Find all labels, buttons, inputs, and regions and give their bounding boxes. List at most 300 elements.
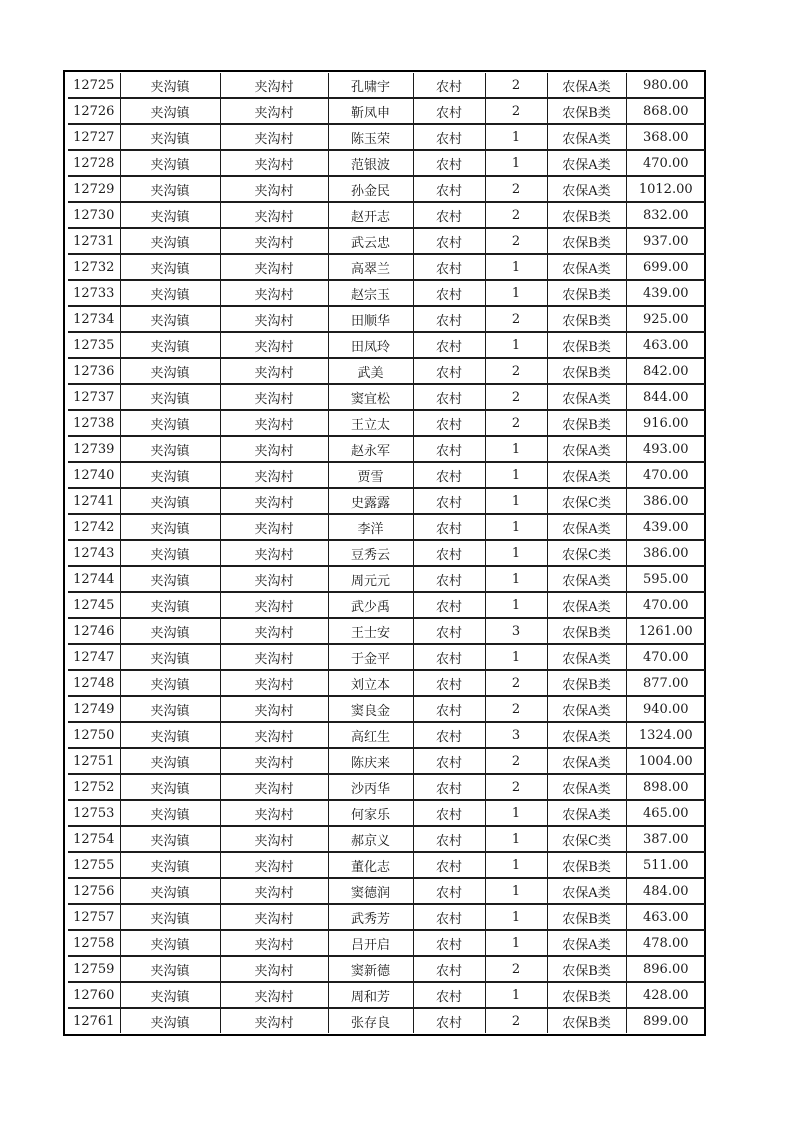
insurance-category: 农保B类 <box>547 98 626 124</box>
table-row <box>68 592 705 618</box>
insurance-category: 农保A类 <box>547 878 626 904</box>
person-name: 王士安 <box>328 618 413 644</box>
town-name: 夹沟镇 <box>120 98 220 124</box>
person-name: 高红生 <box>328 722 413 748</box>
record-id: 12729 <box>68 176 120 202</box>
table-row <box>68 956 705 982</box>
record-id: 12751 <box>68 748 120 774</box>
village-name: 夹沟村 <box>220 124 328 150</box>
table-row <box>68 826 705 852</box>
person-name: 郝京义 <box>328 826 413 852</box>
insurance-category: 农保B类 <box>547 228 626 254</box>
town-name: 夹沟镇 <box>120 592 220 618</box>
record-id: 12730 <box>68 202 120 228</box>
town-name: 夹沟镇 <box>120 1008 220 1033</box>
insurance-category: 农保A类 <box>547 514 626 540</box>
town-name: 夹沟镇 <box>120 644 220 670</box>
table-row <box>68 878 705 904</box>
person-count: 2 <box>485 696 547 722</box>
person-count: 3 <box>485 618 547 644</box>
town-name: 夹沟镇 <box>120 150 220 176</box>
beneficiary-table <box>68 73 705 1033</box>
payment-amount: 470.00 <box>626 592 705 618</box>
village-name: 夹沟村 <box>220 618 328 644</box>
payment-amount: 465.00 <box>626 800 705 826</box>
person-name: 武云忠 <box>328 228 413 254</box>
table-row <box>68 280 705 306</box>
table-row <box>68 696 705 722</box>
person-name: 范银波 <box>328 150 413 176</box>
insurance-category: 农保B类 <box>547 332 626 358</box>
person-count: 2 <box>485 358 547 384</box>
person-count: 1 <box>485 904 547 930</box>
person-count: 2 <box>485 98 547 124</box>
insurance-category: 农保C类 <box>547 540 626 566</box>
town-name: 夹沟镇 <box>120 618 220 644</box>
town-name: 夹沟镇 <box>120 722 220 748</box>
insurance-category: 农保B类 <box>547 670 626 696</box>
payment-amount: 980.00 <box>626 73 705 98</box>
payment-amount: 1004.00 <box>626 748 705 774</box>
insurance-category: 农保B类 <box>547 280 626 306</box>
person-name: 刘立本 <box>328 670 413 696</box>
person-name: 赵永军 <box>328 436 413 462</box>
person-count: 1 <box>485 436 547 462</box>
insurance-category: 农保A类 <box>547 436 626 462</box>
table-row <box>68 202 705 228</box>
residence-type: 农村 <box>413 150 485 176</box>
residence-type: 农村 <box>413 826 485 852</box>
town-name: 夹沟镇 <box>120 254 220 280</box>
insurance-category: 农保B类 <box>547 306 626 332</box>
person-name: 李洋 <box>328 514 413 540</box>
record-id: 12736 <box>68 358 120 384</box>
payment-amount: 463.00 <box>626 904 705 930</box>
insurance-category: 农保C类 <box>547 488 626 514</box>
table-row <box>68 748 705 774</box>
village-name: 夹沟村 <box>220 982 328 1008</box>
village-name: 夹沟村 <box>220 98 328 124</box>
table-row <box>68 904 705 930</box>
person-count: 1 <box>485 462 547 488</box>
record-id: 12727 <box>68 124 120 150</box>
village-name: 夹沟村 <box>220 540 328 566</box>
village-name: 夹沟村 <box>220 904 328 930</box>
record-id: 12731 <box>68 228 120 254</box>
village-name: 夹沟村 <box>220 722 328 748</box>
town-name: 夹沟镇 <box>120 202 220 228</box>
payment-amount: 368.00 <box>626 124 705 150</box>
table-row <box>68 254 705 280</box>
payment-amount: 478.00 <box>626 930 705 956</box>
insurance-category: 农保A类 <box>547 748 626 774</box>
payment-amount: 877.00 <box>626 670 705 696</box>
record-id: 12734 <box>68 306 120 332</box>
person-name: 窦宜松 <box>328 384 413 410</box>
person-name: 孔啸宇 <box>328 73 413 98</box>
residence-type: 农村 <box>413 410 485 436</box>
person-count: 2 <box>485 176 547 202</box>
person-count: 1 <box>485 644 547 670</box>
insurance-category: 农保A类 <box>547 566 626 592</box>
payment-amount: 1261.00 <box>626 618 705 644</box>
person-name: 赵开志 <box>328 202 413 228</box>
person-name: 赵宗玉 <box>328 280 413 306</box>
town-name: 夹沟镇 <box>120 228 220 254</box>
record-id: 12743 <box>68 540 120 566</box>
record-id: 12759 <box>68 956 120 982</box>
table-body <box>68 73 705 1033</box>
person-count: 2 <box>485 956 547 982</box>
payment-amount: 842.00 <box>626 358 705 384</box>
village-name: 夹沟村 <box>220 774 328 800</box>
residence-type: 农村 <box>413 306 485 332</box>
town-name: 夹沟镇 <box>120 540 220 566</box>
person-count: 1 <box>485 488 547 514</box>
person-count: 2 <box>485 306 547 332</box>
village-name: 夹沟村 <box>220 488 328 514</box>
person-name: 窦良金 <box>328 696 413 722</box>
person-name: 张存良 <box>328 1008 413 1033</box>
person-name: 窦新德 <box>328 956 413 982</box>
town-name: 夹沟镇 <box>120 904 220 930</box>
insurance-category: 农保A类 <box>547 800 626 826</box>
person-count: 1 <box>485 930 547 956</box>
person-name: 武秀芳 <box>328 904 413 930</box>
town-name: 夹沟镇 <box>120 332 220 358</box>
village-name: 夹沟村 <box>220 748 328 774</box>
person-count: 1 <box>485 124 547 150</box>
person-name: 武少禹 <box>328 592 413 618</box>
person-count: 3 <box>485 722 547 748</box>
residence-type: 农村 <box>413 488 485 514</box>
table-row <box>68 1008 705 1033</box>
residence-type: 农村 <box>413 566 485 592</box>
record-id: 12740 <box>68 462 120 488</box>
beneficiary-table-wrapper <box>63 70 706 1036</box>
payment-amount: 699.00 <box>626 254 705 280</box>
payment-amount: 484.00 <box>626 878 705 904</box>
residence-type: 农村 <box>413 774 485 800</box>
person-name: 高翠兰 <box>328 254 413 280</box>
person-name: 王立太 <box>328 410 413 436</box>
town-name: 夹沟镇 <box>120 306 220 332</box>
payment-amount: 386.00 <box>626 488 705 514</box>
residence-type: 农村 <box>413 384 485 410</box>
town-name: 夹沟镇 <box>120 358 220 384</box>
village-name: 夹沟村 <box>220 306 328 332</box>
insurance-category: 农保A类 <box>547 384 626 410</box>
person-count: 1 <box>485 514 547 540</box>
village-name: 夹沟村 <box>220 644 328 670</box>
record-id: 12753 <box>68 800 120 826</box>
person-name: 沙丙华 <box>328 774 413 800</box>
residence-type: 农村 <box>413 930 485 956</box>
payment-amount: 470.00 <box>626 644 705 670</box>
table-row <box>68 176 705 202</box>
insurance-category: 农保B类 <box>547 358 626 384</box>
town-name: 夹沟镇 <box>120 488 220 514</box>
payment-amount: 832.00 <box>626 202 705 228</box>
insurance-category: 农保B类 <box>547 982 626 1008</box>
record-id: 12754 <box>68 826 120 852</box>
person-count: 1 <box>485 280 547 306</box>
person-count: 1 <box>485 254 547 280</box>
village-name: 夹沟村 <box>220 956 328 982</box>
payment-amount: 1012.00 <box>626 176 705 202</box>
town-name: 夹沟镇 <box>120 566 220 592</box>
person-count: 2 <box>485 228 547 254</box>
residence-type: 农村 <box>413 982 485 1008</box>
person-count: 2 <box>485 774 547 800</box>
village-name: 夹沟村 <box>220 202 328 228</box>
town-name: 夹沟镇 <box>120 982 220 1008</box>
record-id: 12760 <box>68 982 120 1008</box>
insurance-category: 农保B类 <box>547 956 626 982</box>
payment-amount: 428.00 <box>626 982 705 1008</box>
person-count: 2 <box>485 748 547 774</box>
village-name: 夹沟村 <box>220 228 328 254</box>
person-name: 周和芳 <box>328 982 413 1008</box>
person-count: 1 <box>485 826 547 852</box>
table-row <box>68 514 705 540</box>
table-row <box>68 982 705 1008</box>
person-count: 1 <box>485 592 547 618</box>
record-id: 12756 <box>68 878 120 904</box>
person-name: 何家乐 <box>328 800 413 826</box>
village-name: 夹沟村 <box>220 930 328 956</box>
record-id: 12738 <box>68 410 120 436</box>
village-name: 夹沟村 <box>220 332 328 358</box>
person-count: 1 <box>485 982 547 1008</box>
payment-amount: 386.00 <box>626 540 705 566</box>
payment-amount: 1324.00 <box>626 722 705 748</box>
residence-type: 农村 <box>413 202 485 228</box>
person-name: 靳凤申 <box>328 98 413 124</box>
village-name: 夹沟村 <box>220 176 328 202</box>
residence-type: 农村 <box>413 748 485 774</box>
person-count: 1 <box>485 332 547 358</box>
table-row <box>68 930 705 956</box>
insurance-category: 农保A类 <box>547 150 626 176</box>
table-row <box>68 410 705 436</box>
payment-amount: 899.00 <box>626 1008 705 1033</box>
payment-amount: 595.00 <box>626 566 705 592</box>
residence-type: 农村 <box>413 800 485 826</box>
person-count: 2 <box>485 202 547 228</box>
town-name: 夹沟镇 <box>120 696 220 722</box>
table-row <box>68 150 705 176</box>
residence-type: 农村 <box>413 618 485 644</box>
table-row <box>68 358 705 384</box>
residence-type: 农村 <box>413 956 485 982</box>
record-id: 12733 <box>68 280 120 306</box>
town-name: 夹沟镇 <box>120 852 220 878</box>
record-id: 12728 <box>68 150 120 176</box>
village-name: 夹沟村 <box>220 800 328 826</box>
village-name: 夹沟村 <box>220 566 328 592</box>
payment-amount: 463.00 <box>626 332 705 358</box>
table-row <box>68 436 705 462</box>
table-row <box>68 670 705 696</box>
village-name: 夹沟村 <box>220 1008 328 1033</box>
town-name: 夹沟镇 <box>120 176 220 202</box>
insurance-category: 农保A类 <box>547 930 626 956</box>
town-name: 夹沟镇 <box>120 930 220 956</box>
town-name: 夹沟镇 <box>120 748 220 774</box>
residence-type: 农村 <box>413 722 485 748</box>
person-count: 1 <box>485 540 547 566</box>
person-count: 1 <box>485 566 547 592</box>
record-id: 12742 <box>68 514 120 540</box>
village-name: 夹沟村 <box>220 826 328 852</box>
town-name: 夹沟镇 <box>120 956 220 982</box>
payment-amount: 940.00 <box>626 696 705 722</box>
payment-amount: 925.00 <box>626 306 705 332</box>
table-row <box>68 73 705 98</box>
village-name: 夹沟村 <box>220 514 328 540</box>
person-name: 武美 <box>328 358 413 384</box>
village-name: 夹沟村 <box>220 358 328 384</box>
person-count: 1 <box>485 150 547 176</box>
payment-amount: 470.00 <box>626 462 705 488</box>
table-row <box>68 488 705 514</box>
residence-type: 农村 <box>413 540 485 566</box>
town-name: 夹沟镇 <box>120 670 220 696</box>
insurance-category: 农保B类 <box>547 202 626 228</box>
insurance-category: 农保B类 <box>547 410 626 436</box>
insurance-category: 农保A类 <box>547 696 626 722</box>
record-id: 12750 <box>68 722 120 748</box>
table-row <box>68 228 705 254</box>
record-id: 12758 <box>68 930 120 956</box>
town-name: 夹沟镇 <box>120 73 220 98</box>
residence-type: 农村 <box>413 228 485 254</box>
payment-amount: 439.00 <box>626 280 705 306</box>
person-count: 2 <box>485 670 547 696</box>
residence-type: 农村 <box>413 358 485 384</box>
person-count: 2 <box>485 73 547 98</box>
record-id: 12748 <box>68 670 120 696</box>
village-name: 夹沟村 <box>220 670 328 696</box>
insurance-category: 农保A类 <box>547 176 626 202</box>
town-name: 夹沟镇 <box>120 826 220 852</box>
town-name: 夹沟镇 <box>120 800 220 826</box>
residence-type: 农村 <box>413 436 485 462</box>
record-id: 12741 <box>68 488 120 514</box>
residence-type: 农村 <box>413 280 485 306</box>
person-name: 吕开启 <box>328 930 413 956</box>
record-id: 12749 <box>68 696 120 722</box>
record-id: 12737 <box>68 384 120 410</box>
village-name: 夹沟村 <box>220 592 328 618</box>
person-count: 2 <box>485 384 547 410</box>
town-name: 夹沟镇 <box>120 878 220 904</box>
insurance-category: 农保B类 <box>547 618 626 644</box>
table-row <box>68 852 705 878</box>
residence-type: 农村 <box>413 176 485 202</box>
table-row <box>68 722 705 748</box>
insurance-category: 农保A类 <box>547 722 626 748</box>
insurance-category: 农保A类 <box>547 254 626 280</box>
payment-amount: 916.00 <box>626 410 705 436</box>
table-row <box>68 540 705 566</box>
residence-type: 农村 <box>413 124 485 150</box>
payment-amount: 511.00 <box>626 852 705 878</box>
insurance-category: 农保B类 <box>547 852 626 878</box>
table-row <box>68 306 705 332</box>
village-name: 夹沟村 <box>220 384 328 410</box>
record-id: 12746 <box>68 618 120 644</box>
person-name: 董化志 <box>328 852 413 878</box>
table-row <box>68 384 705 410</box>
person-count: 2 <box>485 410 547 436</box>
record-id: 12726 <box>68 98 120 124</box>
residence-type: 农村 <box>413 644 485 670</box>
town-name: 夹沟镇 <box>120 124 220 150</box>
record-id: 12755 <box>68 852 120 878</box>
table-row <box>68 618 705 644</box>
person-name: 陈玉荣 <box>328 124 413 150</box>
person-name: 陈庆来 <box>328 748 413 774</box>
person-name: 史露露 <box>328 488 413 514</box>
person-name: 孙金民 <box>328 176 413 202</box>
person-name: 窦德润 <box>328 878 413 904</box>
table-row <box>68 124 705 150</box>
record-id: 12752 <box>68 774 120 800</box>
insurance-category: 农保C类 <box>547 826 626 852</box>
record-id: 12739 <box>68 436 120 462</box>
insurance-category: 农保A类 <box>547 124 626 150</box>
insurance-category: 农保A类 <box>547 592 626 618</box>
residence-type: 农村 <box>413 462 485 488</box>
record-id: 12757 <box>68 904 120 930</box>
record-id: 12761 <box>73 1013 115 1029</box>
record-id: 12735 <box>68 332 120 358</box>
residence-type: 农村 <box>413 878 485 904</box>
residence-type: 农村 <box>413 98 485 124</box>
town-name: 夹沟镇 <box>120 514 220 540</box>
village-name: 夹沟村 <box>220 696 328 722</box>
payment-amount: 868.00 <box>626 98 705 124</box>
record-id: 12732 <box>68 254 120 280</box>
insurance-category: 农保A类 <box>547 73 626 98</box>
person-count: 1 <box>485 800 547 826</box>
village-name: 夹沟村 <box>220 462 328 488</box>
residence-type: 农村 <box>413 670 485 696</box>
insurance-category: 农保B类 <box>547 1008 626 1033</box>
residence-type: 农村 <box>413 514 485 540</box>
residence-type: 农村 <box>413 332 485 358</box>
person-name: 周元元 <box>328 566 413 592</box>
record-id: 12747 <box>68 644 120 670</box>
residence-type: 农村 <box>413 904 485 930</box>
person-name: 田顺华 <box>328 306 413 332</box>
village-name: 夹沟村 <box>220 254 328 280</box>
payment-amount: 937.00 <box>626 228 705 254</box>
town-name: 夹沟镇 <box>120 280 220 306</box>
insurance-category: 农保A类 <box>547 774 626 800</box>
village-name: 夹沟村 <box>220 852 328 878</box>
village-name: 夹沟村 <box>220 73 328 98</box>
table-row <box>68 644 705 670</box>
person-name: 豆秀云 <box>328 540 413 566</box>
table-row <box>68 332 705 358</box>
payment-amount: 844.00 <box>626 384 705 410</box>
village-name: 夹沟村 <box>220 280 328 306</box>
village-name: 夹沟村 <box>220 410 328 436</box>
village-name: 夹沟村 <box>220 150 328 176</box>
